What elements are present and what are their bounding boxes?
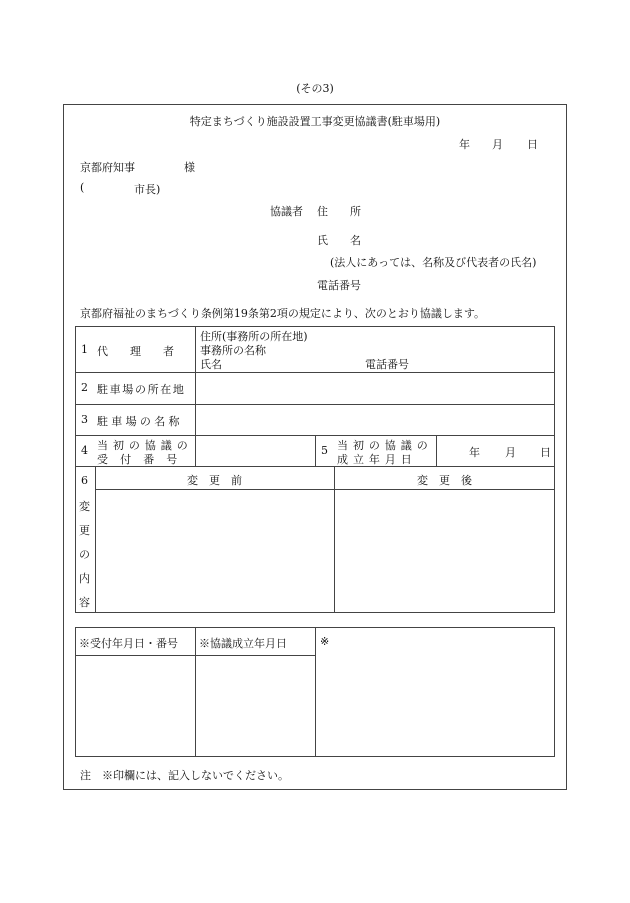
row1-label: 代 理 者: [97, 345, 174, 358]
row5-day: 日: [540, 446, 551, 459]
label-col-divider: [195, 326, 196, 466]
row-divider: [75, 372, 555, 373]
agent-office-label: 事務所の名称: [200, 344, 266, 357]
before-change-header: 変 更 前: [187, 474, 242, 487]
after-change-header: 変 更 後: [417, 474, 472, 487]
row4-label-line1: 当初の協議の: [97, 439, 193, 452]
date-day: 日: [527, 138, 538, 151]
row-divider: [75, 655, 315, 656]
agent-phone-label: 電話番号: [365, 358, 409, 371]
row5-num: 5: [321, 444, 328, 457]
col-divider: [436, 435, 437, 466]
row6-vertical-char: 更: [79, 524, 90, 537]
page-label: (その3): [296, 82, 334, 95]
office-col-established: ※協議成立年月日: [199, 637, 287, 650]
applicant-name-note: (法人にあっては、名称及び代表者の氏名): [330, 256, 537, 269]
agent-address-label: 住所(事務所の所在地): [200, 330, 308, 343]
row3-label: 駐車場の名称: [97, 415, 183, 428]
row-divider: [75, 404, 555, 405]
row5-label-line1: 当初の協議の: [337, 439, 433, 452]
row6-vertical-char: の: [79, 548, 90, 561]
addressee-mayor: 市長): [134, 183, 161, 196]
row5-month: 月: [505, 446, 516, 459]
row4-num: 4: [81, 444, 88, 457]
row3-num: 3: [81, 413, 88, 426]
col-divider: [315, 627, 316, 757]
row2-label: 駐車場の所在地: [97, 383, 186, 396]
row6-vertical-char: 容: [79, 596, 90, 609]
office-col-receipt: ※受付年月日・番号: [79, 637, 178, 650]
addressee-governor: 京都府知事: [80, 161, 135, 174]
addressee-sama: 様: [184, 161, 195, 174]
row-divider: [95, 489, 555, 490]
addressee-paren: (: [80, 181, 85, 194]
intro-text: 京都府福祉のまちづくり条例第19条第2項の規定により、次のとおり協議します。: [80, 307, 486, 320]
office-col-mark: ※: [320, 635, 330, 648]
col-divider: [195, 627, 196, 757]
col-divider: [315, 435, 316, 466]
applicant-phone-label: 電話番号: [317, 279, 361, 292]
applicant-address-label: 住 所: [317, 205, 361, 218]
applicant-name-label: 氏 名: [317, 234, 361, 247]
row6-num: 6: [81, 474, 88, 487]
row5-label-line2: 成立年月日: [337, 453, 417, 466]
row6-vertical-char: 変: [79, 500, 90, 513]
form-title: 特定まちづくり施設設置工事変更協議書(駐車場用): [189, 115, 441, 128]
row4-label-line2: 受付番号: [97, 453, 190, 466]
applicant-label: 協議者: [270, 205, 303, 218]
date-month: 月: [492, 138, 503, 151]
row5-year: 年: [469, 446, 480, 459]
footnote: 注 ※印欄には、記入しないでください。: [80, 769, 289, 782]
date-year: 年: [459, 138, 470, 151]
agent-name-label: 氏名: [200, 358, 222, 371]
row6-vertical-char: 内: [79, 572, 90, 585]
row1-num: 1: [81, 343, 88, 356]
main-table: [75, 326, 555, 613]
row2-num: 2: [81, 381, 88, 394]
